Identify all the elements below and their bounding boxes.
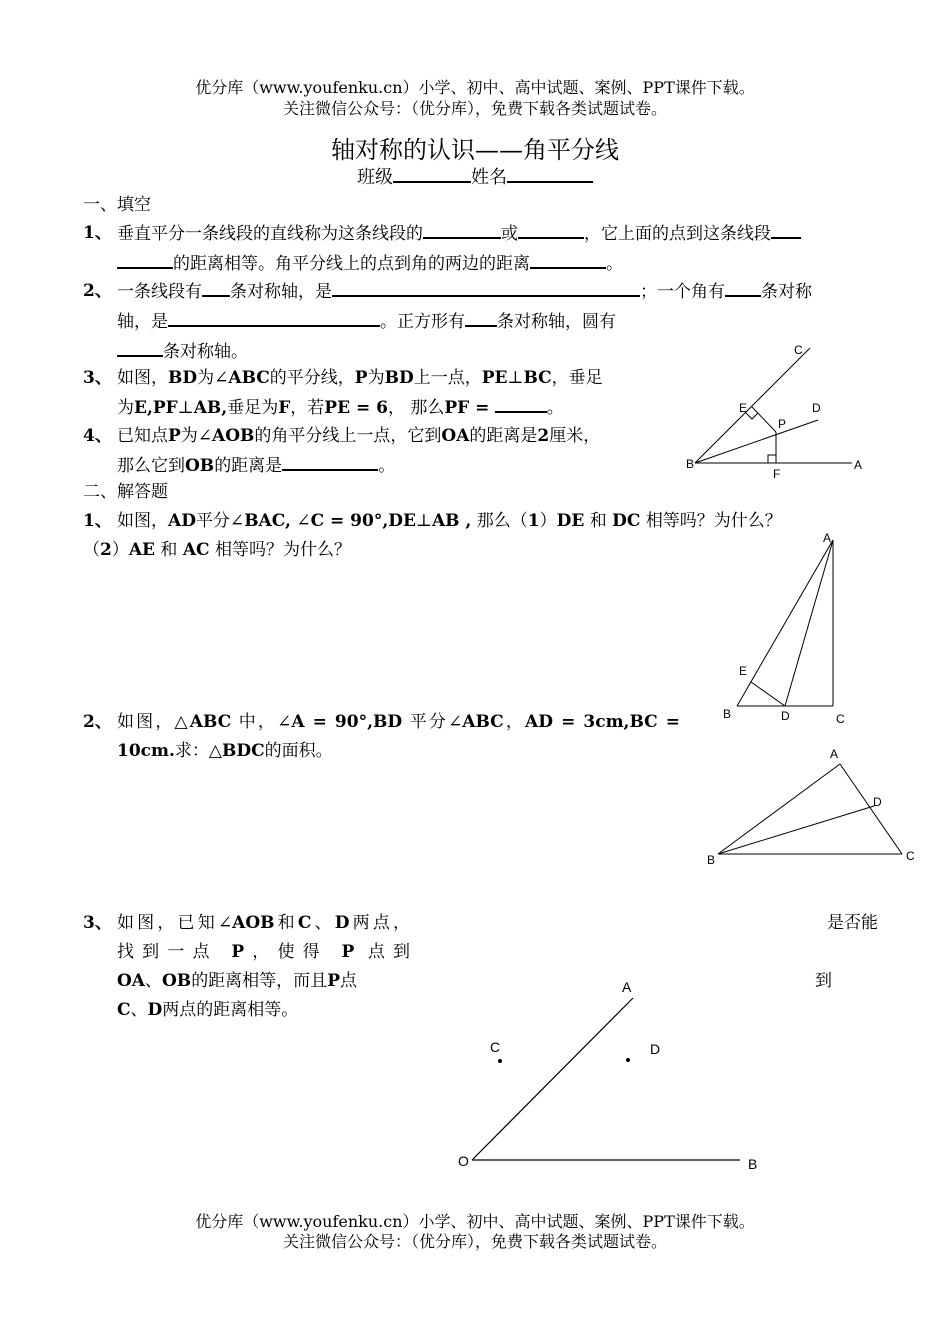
q4-text: 为∠ <box>180 426 213 446</box>
line-bc <box>695 348 810 463</box>
s2q3-term: OA <box>117 971 145 991</box>
point-d <box>626 1058 630 1062</box>
section-1-heading: 一、填空 <box>83 195 151 215</box>
s2q1-term: AC <box>182 540 210 560</box>
s2q2-term: ABC <box>462 712 504 732</box>
label-b: B <box>748 1156 758 1172</box>
s2q1-text: ∠ <box>296 511 311 531</box>
label-a: A <box>854 458 863 472</box>
label-b: B <box>686 457 695 471</box>
blank[interactable] <box>465 307 497 327</box>
q3-text: ，垂足 <box>551 368 603 388</box>
q3-text: 如图， <box>117 368 168 388</box>
s2q2-text: 如图，△ <box>117 712 190 732</box>
q4-term: OB <box>185 456 215 476</box>
q3-term: F <box>278 398 291 418</box>
q2-text: 。正方形有 <box>380 312 465 332</box>
q4-text: 的角平分线上一点，它到 <box>254 426 442 446</box>
question-number: 3、 <box>83 913 112 933</box>
figure-angle-bisector <box>680 340 870 480</box>
s2q3-term: P <box>341 942 355 962</box>
blank[interactable] <box>423 219 501 239</box>
label-p: P <box>778 417 787 431</box>
s2q1-term: 1 <box>527 511 540 531</box>
s2q1-term: DE <box>556 511 585 531</box>
s2q3-text: 如图，已知∠ <box>117 913 233 933</box>
q3-text: 上一点， <box>413 368 482 388</box>
page-title: 轴对称的认识——角平分线 <box>331 136 619 164</box>
s2q2-text: 求：△ <box>174 741 222 761</box>
q2-text: 一条线段有 <box>117 282 202 302</box>
q3-text: 为∠ <box>197 368 229 388</box>
q4-term: AOB <box>212 426 255 446</box>
s2q3-term: P <box>231 942 245 962</box>
s2q2-text: 的面积。 <box>264 741 333 761</box>
line-ab <box>737 540 833 706</box>
line-ac <box>840 764 902 854</box>
label-e: E <box>739 401 748 415</box>
q4-text: 那么它到 <box>117 456 185 476</box>
label-d: D <box>650 1041 661 1057</box>
label-d: D <box>873 795 882 809</box>
s2q3-text: 找到一点 <box>117 942 218 962</box>
blank[interactable] <box>168 307 380 327</box>
label-e: E <box>739 664 748 678</box>
s2q1-term: AD <box>168 511 196 531</box>
s2q3-text: 点 <box>339 971 357 991</box>
s2q3-text: 两点的距离相等。 <box>162 1000 299 1020</box>
name-label: 姓名 <box>471 167 507 188</box>
s2q3-term: P <box>327 971 340 991</box>
label-a: A <box>823 531 832 545</box>
question-2-2 <box>83 708 680 766</box>
s2q2-text: ， <box>503 712 526 732</box>
s2q2-term: BDC <box>222 741 265 761</box>
s2q1-text: 和 <box>160 540 178 560</box>
s2q3-term: AOB <box>232 913 275 933</box>
s2q3-text: 和 <box>274 913 298 933</box>
blank[interactable] <box>725 277 761 297</box>
q2-text: 条对称 <box>761 282 812 302</box>
s2q2-text: 平分∠ <box>409 712 463 732</box>
s2q3-text: 点到 <box>367 942 411 962</box>
label-o: O <box>458 1153 469 1169</box>
q4-text: 的距离是 <box>469 426 538 446</box>
blank[interactable] <box>282 451 378 471</box>
q3-term: E,PF <box>134 398 178 418</box>
label-a: A <box>830 747 839 761</box>
line-de <box>751 682 785 706</box>
blank[interactable] <box>202 277 230 297</box>
line-pe <box>752 407 776 432</box>
class-blank[interactable] <box>393 163 471 183</box>
label-b: B <box>707 853 716 867</box>
q1-text: 。 <box>606 254 623 274</box>
q1-text: 或 <box>501 224 518 244</box>
q4-text: 。 <box>378 456 396 476</box>
q3-text: ⊥ <box>177 398 194 418</box>
line-ad <box>785 540 833 706</box>
s2q1-text: ⊥ <box>415 511 432 531</box>
label-c: C <box>794 343 803 357</box>
s2q1-term: DC <box>612 511 641 531</box>
section-2-heading: 二、解答题 <box>83 482 168 502</box>
q3-continuation-1: 是否能 <box>827 913 878 933</box>
s2q3-term: C <box>117 1000 131 1020</box>
label-c: C <box>906 849 915 863</box>
student-info <box>0 163 950 189</box>
s2q3-term: D <box>147 1000 163 1020</box>
label-c: C <box>490 1039 501 1055</box>
header-line-2: 关注微信公众号：（优分库），免费下载各类试题试卷。 <box>282 99 667 118</box>
line-bd <box>695 420 818 463</box>
s2q3-text: 、 <box>311 913 335 933</box>
footer-line-2: 关注微信公众号：（优分库），免费下载各类试题试卷。 <box>282 1232 667 1251</box>
s2q3-text: ，使得 <box>244 942 328 962</box>
question-number: 1、 <box>83 223 112 243</box>
s2q1-term: 2 <box>100 540 112 560</box>
blank[interactable] <box>117 249 173 269</box>
q3-term: ABC <box>228 368 270 388</box>
s2q2-term: A = 90°,BD <box>291 712 403 732</box>
s2q1-text: 相等吗？为什么？ <box>645 511 782 531</box>
s2q1-term: C = 90°,DE <box>310 511 416 531</box>
q1-text: 的距离相等。角平分线上的点到角的两边的距离 <box>173 254 530 274</box>
right-angle-mark-f <box>768 455 776 463</box>
q3-term: PF = <box>444 398 490 418</box>
q3-text: 的平分线， <box>269 368 355 388</box>
blank[interactable] <box>117 337 163 357</box>
q4-term: 2 <box>537 426 550 446</box>
label-a: A <box>622 979 632 995</box>
q2-text: 轴，是 <box>117 312 168 332</box>
class-label: 班级 <box>357 167 393 188</box>
q3-text: ， 那么 <box>387 398 445 418</box>
s2q3-text: 两点， <box>349 913 411 933</box>
s2q1-term: AB , <box>431 511 472 531</box>
q3-term: PE <box>481 368 508 388</box>
q4-text: 厘米， <box>549 426 601 446</box>
point-c <box>498 1059 502 1063</box>
q3-text: 为 <box>117 398 134 418</box>
q2-text: 条对称轴，圆有 <box>497 312 616 332</box>
s2q1-text: 和 <box>589 511 607 531</box>
figure-triangle-abc <box>700 740 930 870</box>
s2q2-term: 10cm. <box>117 741 175 761</box>
figure-right-triangle <box>715 528 855 728</box>
blank[interactable] <box>771 219 801 239</box>
label-d: D <box>812 401 821 415</box>
blank[interactable] <box>518 219 584 239</box>
q2-text: 条对称轴。 <box>163 342 248 362</box>
s2q3-text: 、 <box>130 1000 148 1020</box>
label-f: F <box>773 467 781 480</box>
s2q2-term: AD = 3cm,BC = <box>525 712 681 732</box>
s2q1-text: 相等吗？为什么？ <box>214 540 351 560</box>
s2q1-text: 如图， <box>117 511 168 531</box>
q3-text: 。 <box>546 398 564 418</box>
s2q1-text: ） <box>111 540 129 560</box>
q1-text: 垂直平分一条线段的直线称为这条线段的 <box>117 224 423 244</box>
question-number: 2、 <box>83 281 112 301</box>
question-1-3 <box>83 364 670 423</box>
question-number: 4、 <box>83 426 112 446</box>
q3-text: ⊥ <box>507 368 524 388</box>
blank[interactable] <box>495 393 547 413</box>
label-b: B <box>723 707 732 721</box>
q3-term: BD <box>384 368 414 388</box>
q3-term: P <box>354 368 368 388</box>
question-2-3 <box>83 909 410 1025</box>
blank[interactable] <box>332 277 640 297</box>
s2q3-term: D <box>334 913 350 933</box>
name-blank[interactable] <box>507 163 593 183</box>
question-number: 1、 <box>83 511 112 531</box>
question-1-4 <box>83 422 680 481</box>
q2-text: 条对称轴，是 <box>230 282 332 302</box>
right-angle-mark-e <box>746 413 758 419</box>
s2q1-term: BAC, <box>244 511 291 531</box>
q3-term: BD <box>168 368 198 388</box>
q3-text: 垂足为 <box>227 398 279 418</box>
ray-oa <box>472 998 633 1160</box>
q3-text: ，若 <box>290 398 325 418</box>
s2q3-term: C <box>297 913 312 933</box>
header-line-1: 优分库（www.youfenku.cn）小学、初中、高中试题、案例、PPT课件下载。 <box>195 78 755 97</box>
line-bd <box>718 806 874 854</box>
question-1-1 <box>83 219 878 279</box>
s2q3-text: 、 <box>145 971 162 991</box>
s2q3-text: 的距离相等，而且 <box>191 971 328 991</box>
s2q1-term: AE <box>128 540 155 560</box>
q3-term: BC <box>523 368 552 388</box>
line-ab <box>718 764 840 854</box>
q3-term: PE = 6 <box>324 398 388 418</box>
blank[interactable] <box>530 249 606 269</box>
label-d: D <box>781 709 790 723</box>
s2q2-term: ABC <box>189 712 232 732</box>
label-c: C <box>836 712 845 726</box>
s2q2-text: 中，∠ <box>238 712 292 732</box>
q1-text: ，它上面的点到这条线段 <box>584 224 771 244</box>
q3-term: AB, <box>193 398 228 418</box>
q4-term: OA <box>441 426 470 446</box>
footer-line-1: 优分库（www.youfenku.cn）小学、初中、高中试题、案例、PPT课件下载。 <box>195 1212 755 1231</box>
q4-text: 的距离是 <box>214 456 283 476</box>
q3-continuation-2: 到 <box>815 971 832 991</box>
s2q1-text: ） <box>539 511 557 531</box>
q2-text: ；一个角有 <box>640 282 725 302</box>
q4-term: P <box>168 426 181 446</box>
s2q1-text: 平分∠ <box>195 511 245 531</box>
q4-text: 已知点 <box>117 426 168 446</box>
figure-angle-aob <box>450 970 780 1180</box>
s2q1-text: 那么（ <box>476 511 528 531</box>
question-number: 3、 <box>83 368 112 388</box>
q3-text: 为 <box>367 368 385 388</box>
s2q1-text: （ <box>83 540 100 560</box>
s2q3-term: OB <box>162 971 192 991</box>
question-number: 2、 <box>83 712 112 732</box>
